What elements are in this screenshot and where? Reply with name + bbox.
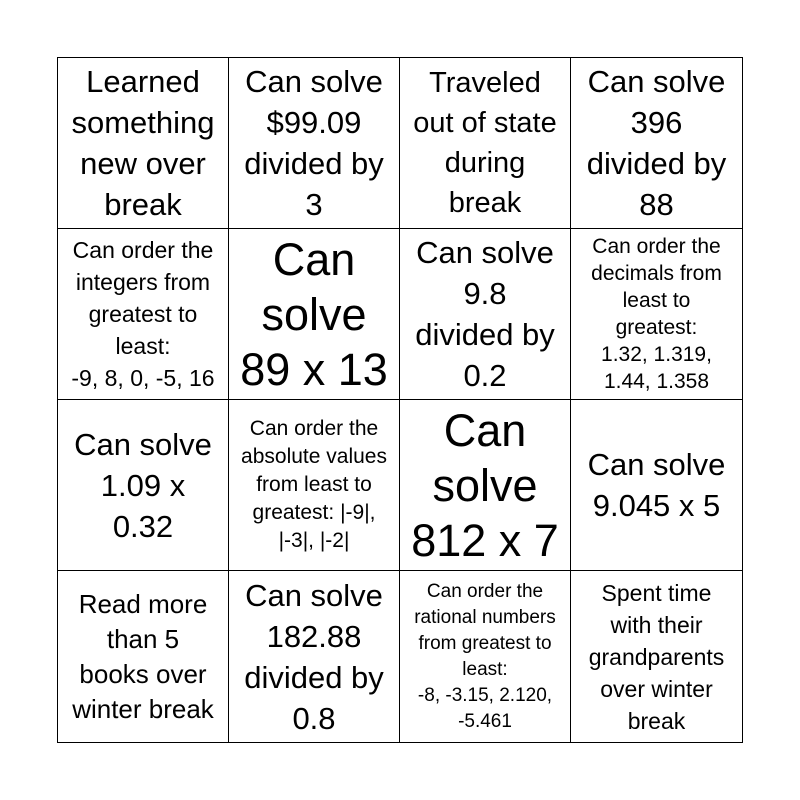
bingo-cell-text: Read more than 5 books over winter break: [72, 588, 214, 724]
bingo-cell-r3c4[interactable]: [571, 400, 742, 571]
bingo-cell-text: Can solve 89 x 13: [240, 233, 388, 395]
bingo-cell-text: Can order the integers from greatest to least: -9, 8, 0, -5, 16: [71, 237, 215, 391]
bingo-cell-text: Can solve 9.045 x 5: [587, 447, 726, 523]
bingo-cell-r4c1[interactable]: [58, 571, 229, 742]
bingo-cell-text: Can order the absolute values from least to greatest: |-9|, |-3|, |-2|: [241, 417, 387, 552]
bingo-cell-r3c3[interactable]: [400, 400, 571, 571]
bingo-cell-text: Can solve 396 divided by 88: [586, 64, 727, 222]
bingo-cell-r2c1[interactable]: [58, 229, 229, 400]
bingo-cell-text: Can solve 182.88 divided by 0.8: [244, 577, 384, 736]
bingo-cell-r4c2[interactable]: [229, 571, 400, 742]
bingo-cell-text: Can solve 1.09 x 0.32: [74, 426, 212, 544]
bingo-cell-r1c2[interactable]: [229, 58, 400, 229]
bingo-cell-r2c4[interactable]: [571, 229, 742, 400]
bingo-cell-r3c1[interactable]: [58, 400, 229, 571]
bingo-cell-r3c2[interactable]: [229, 400, 400, 571]
bingo-cell-r4c3[interactable]: [400, 571, 571, 742]
bingo-cell-text: Traveled out of state during break: [413, 67, 557, 219]
bingo-cell-r1c3[interactable]: [400, 58, 571, 229]
bingo-cell-text: Can order the decimals from least to greatest: 1.32, 1.319, 1.44, 1.358: [591, 235, 722, 393]
bingo-board: [57, 57, 743, 743]
bingo-cell-text: Learned something new over break: [71, 64, 215, 222]
bingo-cell-r4c4[interactable]: [571, 571, 742, 742]
bingo-cell-text: Can solve 9.8 divided by 0.2: [415, 235, 555, 393]
bingo-cell-text: Spent time with their grandparents over winter break: [588, 579, 725, 734]
bingo-cell-text: Can order the rational numbers from greatest to least: -8, -3.15, 2.120, -5.461: [414, 580, 556, 732]
bingo-cell-r1c1[interactable]: [58, 58, 229, 229]
bingo-cell-r2c3[interactable]: [400, 229, 571, 400]
bingo-cell-text: Can solve $99.09 divided by 3: [244, 64, 384, 222]
bingo-cell-r2c2[interactable]: [229, 229, 400, 400]
bingo-cell-text: Can solve 812 x 7: [411, 404, 559, 566]
bingo-cell-r1c4[interactable]: [571, 58, 742, 229]
